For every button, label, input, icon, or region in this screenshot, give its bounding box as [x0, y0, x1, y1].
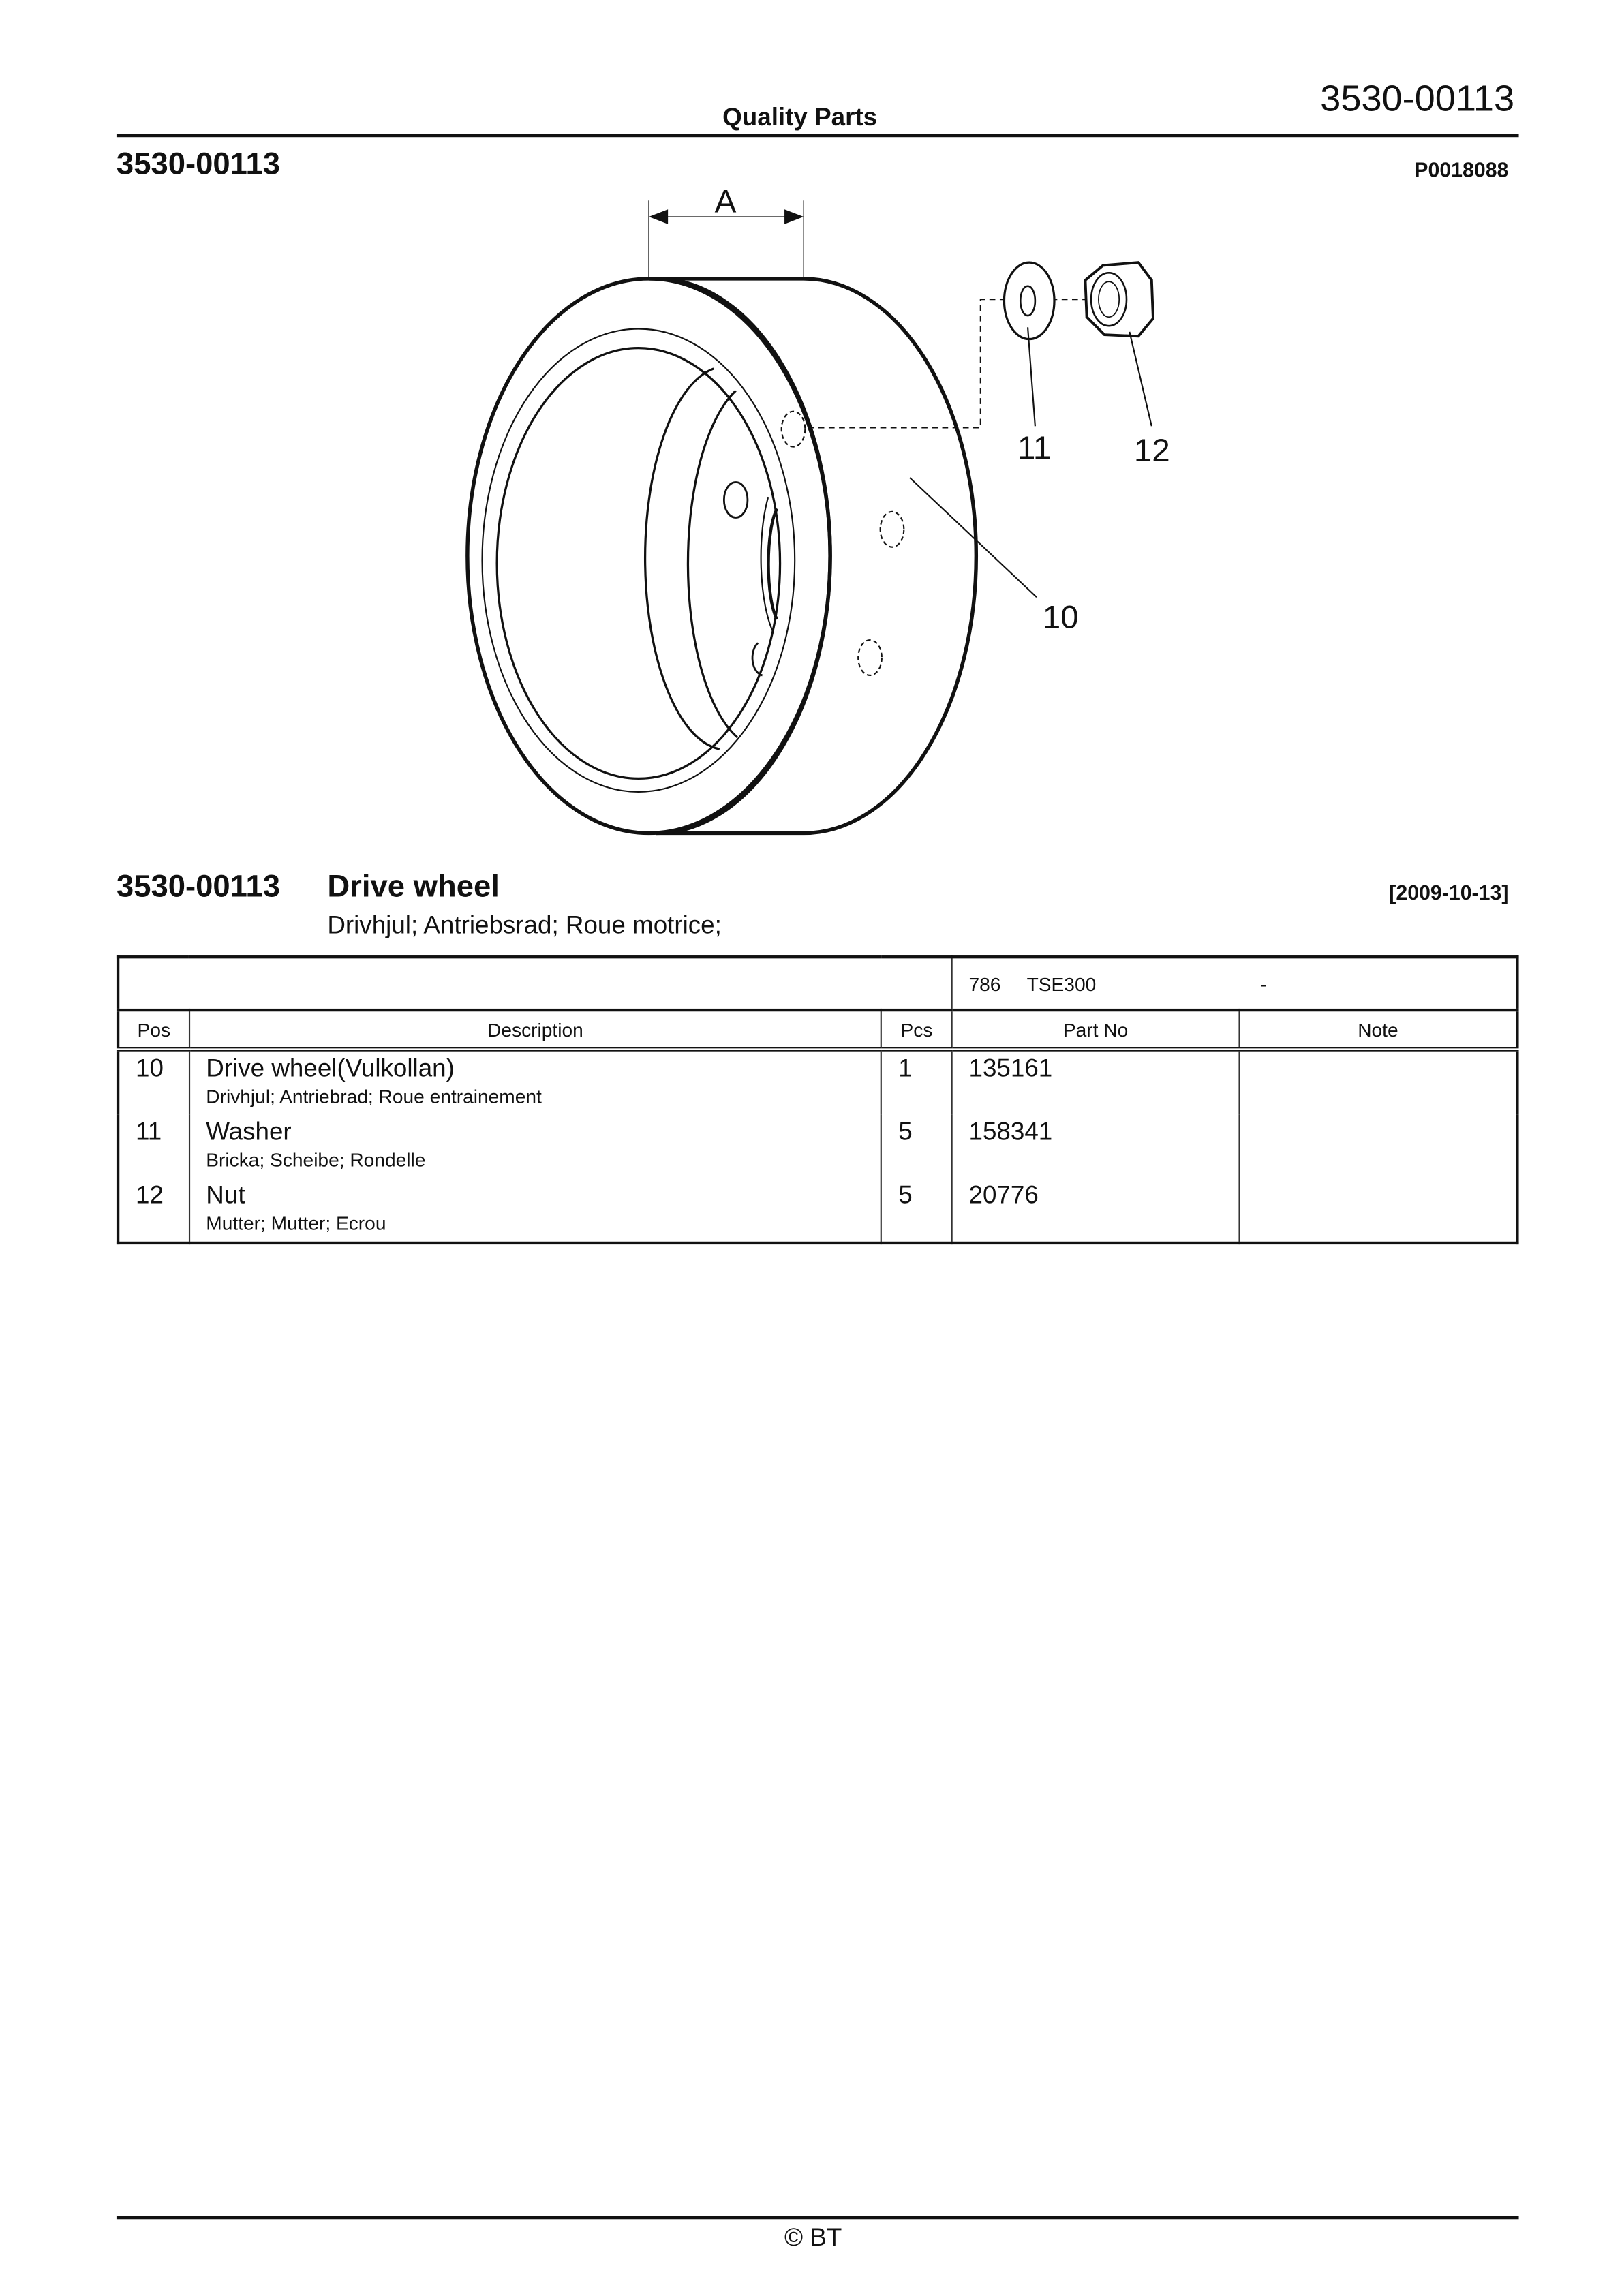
- row-description: Washer: [206, 1118, 292, 1146]
- row-translations: Bricka; Scheibe; Rondelle: [206, 1148, 426, 1171]
- row-note: [1240, 1115, 1518, 1178]
- callout-11: 11: [1017, 429, 1052, 466]
- table-header: [118, 1010, 1517, 1049]
- part-translations: Drivhjul; Antriebsrad; Roue motrice;: [327, 911, 722, 940]
- picture-id: P0018088: [1414, 157, 1509, 182]
- callout-10: 10: [1042, 599, 1079, 636]
- wheel-front-edge: [656, 279, 830, 833]
- part-name: Drive wheel: [327, 870, 500, 904]
- arrow-icon: [784, 209, 804, 224]
- hub-bore: [769, 508, 778, 619]
- row-part-no: 158341: [952, 1115, 1240, 1178]
- row-pos: 10: [118, 1049, 189, 1114]
- row-pcs: 5: [881, 1178, 951, 1243]
- washer-icon: [1004, 262, 1054, 339]
- row-description: Drive wheel(Vulkollan): [206, 1054, 455, 1083]
- row-note: [1240, 1178, 1518, 1243]
- callout-12: 12: [1133, 433, 1170, 470]
- wheel-tread: [649, 279, 976, 833]
- part-code: 3530-00113: [116, 870, 280, 904]
- column-header-description: Description: [189, 1010, 881, 1049]
- row-pcs: 5: [881, 1115, 951, 1178]
- footer-divider: [117, 2216, 1519, 2219]
- column-header-pos: Pos: [118, 1010, 189, 1049]
- row-pos: 11: [118, 1115, 189, 1178]
- table-row: [118, 1115, 1517, 1178]
- section-code: 3530-00113: [116, 147, 280, 182]
- row-pos: 12: [118, 1178, 189, 1243]
- column-header-part-no: Part No: [952, 1010, 1240, 1049]
- row-part-no: 20776: [952, 1178, 1240, 1243]
- column-header-note: Note: [1240, 1010, 1518, 1049]
- dimension-label: A: [714, 183, 737, 220]
- hidden-bolt-hole: [858, 640, 882, 675]
- row-part-no: 135161: [952, 1049, 1240, 1114]
- wheel-rim-inner: [497, 348, 780, 779]
- hub-edge: [688, 391, 737, 737]
- leader-line: [1028, 327, 1035, 426]
- row-pcs: 1: [881, 1049, 951, 1114]
- row-note: [1240, 1049, 1518, 1114]
- leader-line: [1129, 332, 1151, 426]
- copyright: © BT: [784, 2223, 842, 2252]
- hidden-bolt-hole: [782, 412, 806, 447]
- table-row: [118, 1049, 1517, 1114]
- part-date: [2009-10-13]: [1389, 880, 1509, 904]
- row-translations: Drivhjul; Antriebrad; Roue entrainement: [206, 1085, 542, 1107]
- model-range: -: [1260, 972, 1268, 995]
- assembly-path-line: [808, 299, 1099, 427]
- hidden-bolt-hole: [881, 512, 904, 547]
- header-title: Quality Parts: [722, 103, 878, 132]
- wheel-rim-outer: [483, 328, 795, 791]
- wheel-front-face: [468, 279, 830, 833]
- column-header-pcs: Pcs: [881, 1010, 951, 1049]
- row-translations: Mutter; Mutter; Ecrou: [206, 1212, 386, 1234]
- bolt-hole: [724, 483, 748, 518]
- exploded-drawing: [0, 0, 1622, 944]
- row-description: Nut: [206, 1181, 245, 1210]
- table-row: [118, 1178, 1517, 1243]
- hub-bore: [761, 497, 773, 631]
- parts-table: [117, 955, 1519, 1244]
- model-number: 786: [968, 972, 1001, 995]
- model-row: [118, 957, 1517, 1010]
- model-name: TSE300: [1026, 972, 1097, 995]
- arrow-icon: [649, 209, 668, 224]
- doc-number: 3530-00113: [1320, 78, 1515, 120]
